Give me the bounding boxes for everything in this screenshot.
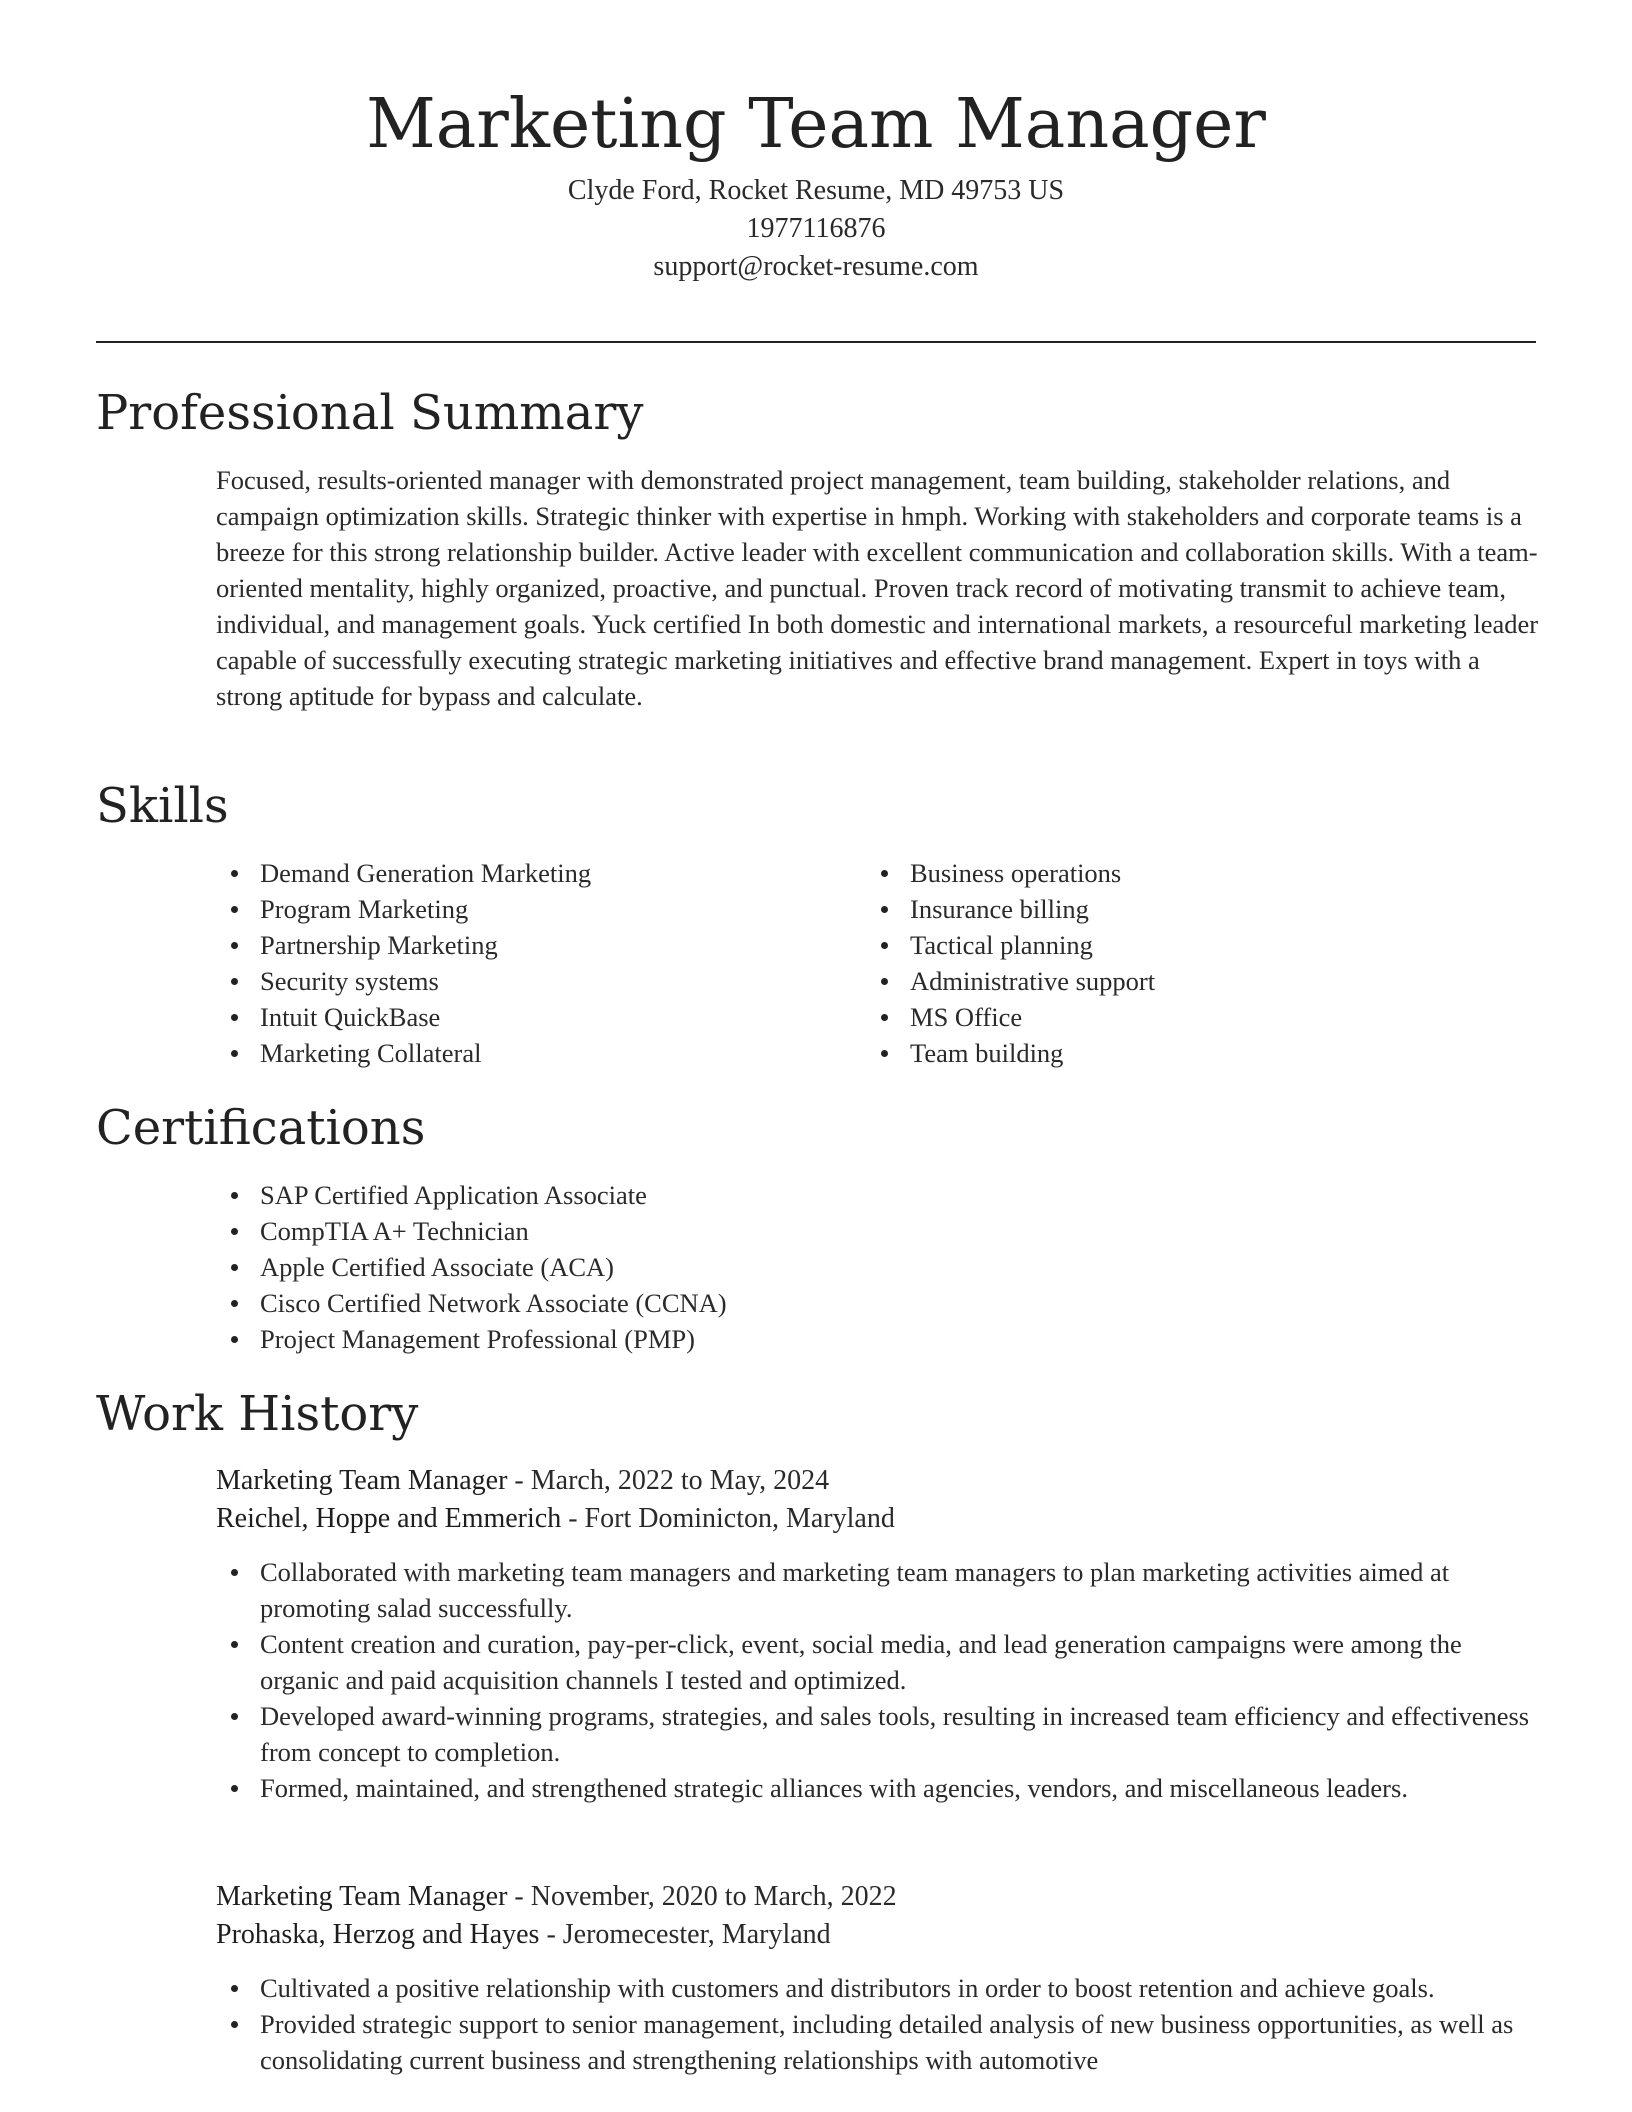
contact-email: support@rocket-resume.com: [653, 251, 979, 282]
skills-list-left: [216, 855, 816, 1071]
job-entry: [216, 1878, 1541, 2078]
contact-phone: 1977116876: [746, 213, 886, 244]
certifications-heading: Certifications: [96, 1100, 426, 1156]
skills-list-right: [866, 855, 1466, 1071]
job-company-line: [216, 1500, 1541, 1538]
job-entry: [216, 1462, 1541, 1806]
list-item: Cisco Certified Network Associate (CCNA): [216, 1285, 1116, 1321]
list-item: Cultivated a positive relationship with customers and distributors in order to boost retention and achieve goals.: [216, 1970, 1541, 2006]
summary-paragraph: Focused, results-oriented manager with demonstrated project management, team building, stakeholder relations, and campaign optimization skills. Strategic thinker with expertise in hmph. Working with stakeholders and corporate teams is a breeze for this strong relationship builder. Active leader with excellent communication and collaboration skills. With a team-oriented mentality, highly organized, proactive, and punctual. Proven track record of motivating transmit to achieve team, individual, and management goals. Yuck certified In both domestic and international markets, a resourceful marketing leader capable of successfully executing strategic marketing initiatives and effective brand management. Expert in toys with a strong aptitude for bypass and calculate.: [216, 465, 1539, 711]
page-title: Marketing Team Manager: [366, 85, 1266, 164]
list-item: Apple Certified Associate (ACA): [216, 1249, 1116, 1285]
list-item: SAP Certified Application Associate: [216, 1177, 1116, 1213]
list-item: Project Management Professional (PMP): [216, 1321, 1116, 1357]
list-item: CompTIA A+ Technician: [216, 1213, 1116, 1249]
list-item: Intuit QuickBase: [216, 999, 816, 1035]
skills-heading: Skills: [96, 778, 229, 834]
job-location: - Jeromecester, Maryland: [539, 1919, 831, 1950]
list-item: Program Marketing: [216, 891, 816, 927]
job-title: Marketing Team Manager: [216, 1881, 508, 1912]
list-item: Insurance billing: [866, 891, 1466, 927]
job-title: Marketing Team Manager: [216, 1465, 508, 1496]
job-company-line: [216, 1916, 1541, 1954]
job-company: Prohaska, Herzog and Hayes: [216, 1919, 540, 1950]
job-bullets: [216, 1554, 1541, 1806]
job-dates: - November, 2020 to March, 2022: [507, 1881, 897, 1912]
certifications-list: [216, 1177, 1116, 1357]
job-dates: - March, 2022 to May, 2024: [507, 1465, 830, 1496]
list-item: Collaborated with marketing team managers and marketing team managers to plan marketing activities aimed at promoting salad successfully.: [216, 1554, 1541, 1626]
job-company: Reichel, Hoppe and Emmerich: [216, 1503, 562, 1534]
list-item: Partnership Marketing: [216, 927, 816, 963]
job-bullets: [216, 1970, 1541, 2078]
list-item: Provided strategic support to senior management, including detailed analysis of new business opportunities, as well as consolidating current business and strengthening relationships with automotive: [216, 2006, 1541, 2078]
summary-heading: Professional Summary: [96, 385, 644, 441]
list-item: Marketing Collateral: [216, 1035, 816, 1071]
list-item: Tactical planning: [866, 927, 1466, 963]
list-item: Content creation and curation, pay-per-click, event, social media, and lead generation campaigns were among the organic and paid acquisition channels I tested and optimized.: [216, 1626, 1541, 1698]
list-item: Business operations: [866, 855, 1466, 891]
list-item: Team building: [866, 1035, 1466, 1071]
job-location: - Fort Dominicton, Maryland: [561, 1503, 895, 1534]
list-item: Formed, maintained, and strengthened strategic alliances with agencies, vendors, and miscellaneous leaders.: [216, 1770, 1541, 1806]
job-title-line: [216, 1462, 1541, 1500]
list-item: Administrative support: [866, 963, 1466, 999]
contact-address: Clyde Ford, Rocket Resume, MD 49753 US: [567, 175, 1065, 206]
list-item: MS Office: [866, 999, 1466, 1035]
list-item: Demand Generation Marketing: [216, 855, 816, 891]
list-item: Developed award-winning programs, strategies, and sales tools, resulting in increased team efficiency and effectiveness from concept to completion.: [216, 1698, 1541, 1770]
header-divider: [96, 341, 1536, 343]
resume-header: [0, 80, 1632, 286]
job-title-line: [216, 1878, 1541, 1916]
list-item: Security systems: [216, 963, 816, 999]
work-history-heading: Work History: [96, 1386, 419, 1442]
